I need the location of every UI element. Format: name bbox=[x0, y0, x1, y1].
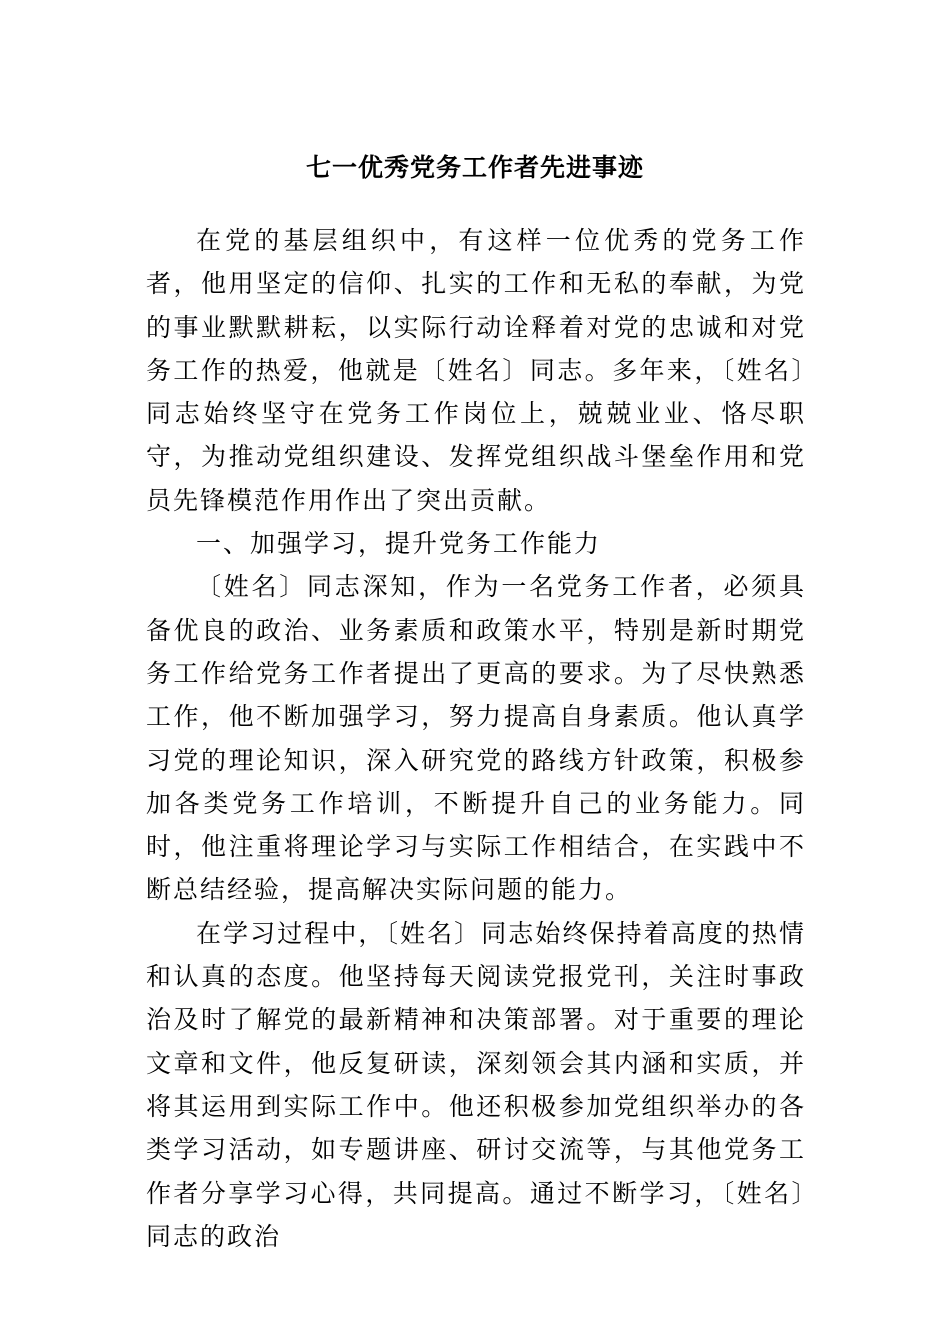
document-title: 七一优秀党务工作者先进事迹 bbox=[305, 153, 644, 182]
document-body bbox=[146, 219, 806, 1258]
paragraph-study: 〔姓名〕同志深知，作为一名党务工作者，必须具备优良的政治、业务素质和政策水平，特别是新时期党务工作给党务工作者提出了更高的要求。为了尽快熟悉工作，他不断加强学习，努力提高自身素质。他认真学习党的理论知识，深入研究党的路线方针政策，积极参加各类党务工作培训，不断提升自己的业务能力。同时，他注重将理论学习与实际工作相结合，在实践中不断总结经验，提高解决实际问题的能力。 bbox=[146, 572, 806, 905]
paragraph-learning-process: 在学习过程中，〔姓名〕同志始终保持着高度的热情和认真的态度。他坚持每天阅读党报党刊，关注时事政治及时了解党的最新精神和决策部署。对于重要的理论文章和文件，他反复研读，深刻领会其内涵和实质，并将其运用到实际工作中。他还积极参加党组织举办的各类学习活动，如专题讲座、研讨交流等，与其他党务工作者分享学习心得，共同提高。通过不断学习，〔姓名〕同志的政治 bbox=[146, 918, 806, 1251]
section-heading: 一、加强学习，提升党务工作能力 bbox=[196, 529, 602, 559]
paragraph-intro: 在党的基层组织中，有这样一位优秀的党务工作者，他用坚定的信仰、扎实的工作和无私的奉献，为党的事业默默耕耘，以实际行动诠释着对党的忠诚和对党务工作的热爱，他就是〔姓名〕同志。多年来，〔姓名〕同志始终坚守在党务工作岗位上，兢兢业业、恪尽职守，为推动党组织建设、发挥党组织战斗堡垒作用和党员先锋模范作用作出了突出贡献。 bbox=[146, 226, 806, 515]
